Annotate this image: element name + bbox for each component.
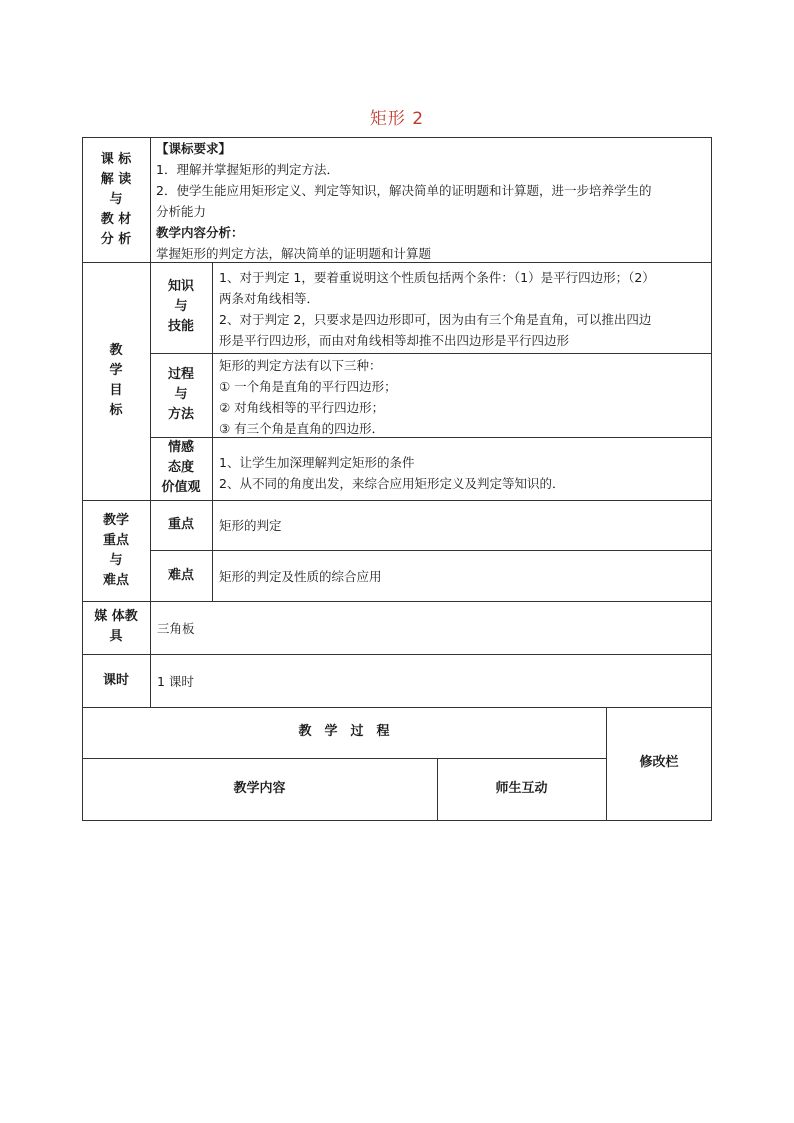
content-line: 矩形的判定方法有以下三种： (219, 358, 382, 373)
label-line: 态度 (167, 460, 194, 475)
label-line: 与 (109, 192, 123, 207)
label-line: 与 (174, 299, 188, 314)
process-content (219, 355, 709, 439)
label-line: 媒 体教 (94, 609, 138, 624)
key-label: 重点 (167, 517, 194, 532)
label-line: 教 (109, 343, 123, 358)
curriculum-content (156, 138, 710, 264)
difficulty-text: 矩形的判定及性质的综合应用 (219, 569, 382, 584)
row-divider (82, 758, 606, 759)
label-line: 具 (109, 629, 123, 644)
content-line: ② 对角线相等的平行四边形； (219, 400, 385, 415)
goals-label (82, 341, 150, 421)
analysis-line: 掌握矩形的判定方法，解决简单的证明题和计算题 (156, 246, 432, 261)
label-line: 知识 (167, 279, 194, 294)
label-line: 难点 (102, 573, 129, 588)
curriculum-line: 1．理解并掌握矩形的判定方法． (156, 162, 339, 177)
difficulty-label: 难点 (167, 568, 194, 583)
knowledge-content (219, 267, 709, 351)
curriculum-label (82, 150, 150, 250)
row-divider (82, 601, 712, 602)
process-header-content: 教学内容 (233, 781, 286, 796)
label-line: 过程 (167, 367, 194, 382)
media-text: 三角板 (157, 621, 195, 636)
content-line: 1、对于判定 1，要着重说明这个性质包括两个条件：（1）是平行四边形；（2） (219, 270, 655, 285)
label-line: 方法 (167, 407, 194, 422)
content-line: 形是平行四边形，而由对角线相等却推不出四边形是平行四边形 (219, 333, 570, 348)
hours-label: 课时 (102, 673, 129, 688)
process-header-main: 教 学 过 程 (298, 724, 390, 739)
analysis-heading: 教学内容分析： (156, 225, 244, 240)
process-label (150, 365, 212, 425)
label-line: 教 材 (100, 212, 132, 227)
media-label (82, 607, 150, 647)
knowledge-label (150, 277, 212, 337)
label-line: 情感 (167, 440, 194, 455)
page-title: 矩形 2 (369, 109, 425, 129)
process-header-interaction: 师生互动 (495, 781, 548, 796)
label-line: 分 析 (100, 232, 132, 247)
process-header-revision: 修改栏 (639, 755, 679, 770)
emotion-label (150, 438, 212, 498)
row-divider (150, 550, 712, 551)
label-line: 与 (174, 387, 188, 402)
row-divider (82, 500, 712, 501)
label-line: 课 标 (100, 152, 132, 167)
label-line: 目 (109, 383, 123, 398)
content-line: 2、从不同的角度出发，来综合应用矩形定义及判定等知识的． (219, 476, 565, 491)
curriculum-line: 2．使学生能应用矩形定义、判定等知识，解决简单的证明题和计算题，进一步培养学生的 (156, 183, 652, 198)
col-divider (212, 262, 213, 601)
label-line: 重点 (102, 533, 129, 548)
label-line: 与 (109, 553, 123, 568)
label-line: 教学 (102, 513, 129, 528)
label-line: 技能 (167, 319, 194, 334)
content-line: 1、让学生加深理解判定矩形的条件 (219, 455, 415, 470)
key-text: 矩形的判定 (219, 518, 282, 533)
content-line: ① 一个角是直角的平行四边形； (219, 379, 397, 394)
label-line: 价值观 (161, 480, 201, 495)
content-line: ③ 有三个角是直角的四边形． (219, 421, 385, 436)
label-line: 标 (109, 403, 123, 418)
hours-text: 1 课时 (157, 674, 194, 689)
label-line: 解 读 (100, 172, 132, 187)
row-divider (82, 707, 712, 708)
curriculum-line: 分析能力 (156, 204, 207, 219)
content-line: 2、对于判定 2，只要求是四边形即可，因为由有三个角是直角，可以推出四边 (219, 312, 652, 327)
row-divider (82, 654, 712, 655)
row-divider (150, 353, 712, 354)
emotion-content (219, 452, 709, 494)
keypoints-label (82, 511, 150, 591)
content-line: 两条对角线相等． (219, 291, 320, 306)
curriculum-heading: 【课标要求】 (156, 141, 232, 156)
label-line: 学 (109, 363, 123, 378)
